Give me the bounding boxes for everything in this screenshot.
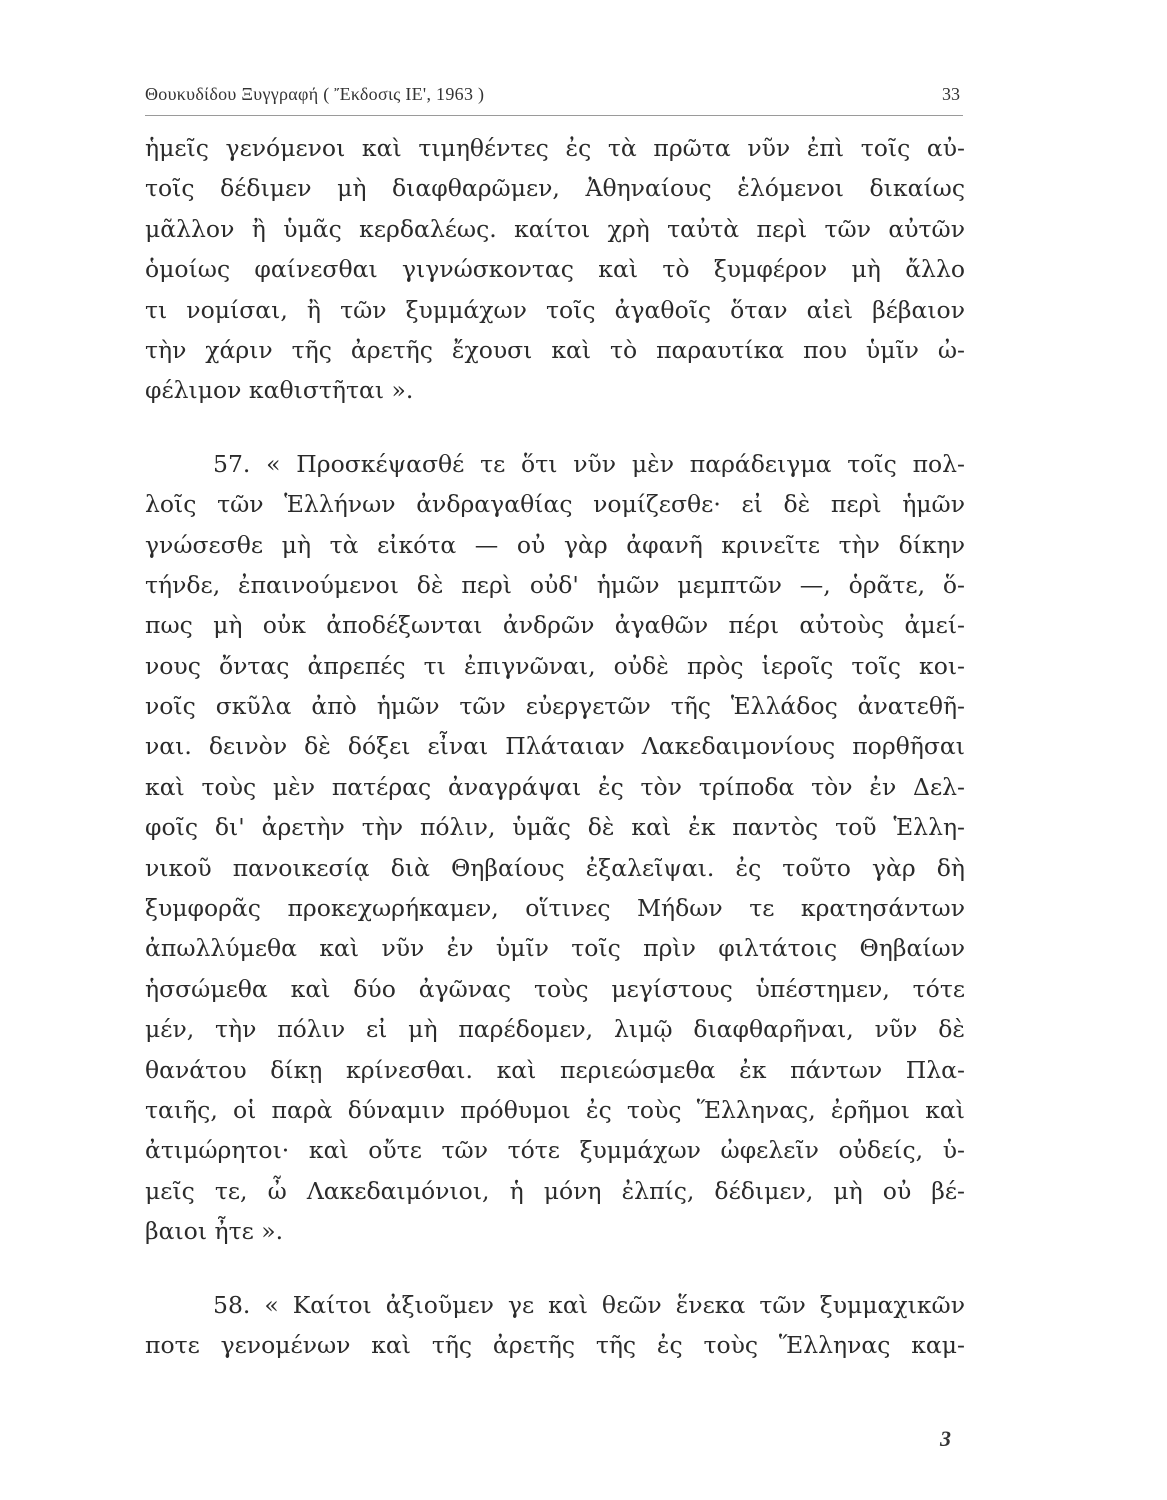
page-body — [145, 128, 965, 1365]
text-line: μᾶλλον ἢ ὑμᾶς κερδαλέως. καίτοι χρὴ ταὐτὰ περὶ τῶν αὐτῶν — [145, 214, 965, 243]
text-line: μέν, τὴν πόλιν εἰ μὴ παρέδομεν, λιμῷ διαφθαρῆναι, νῦν δὲ — [145, 1015, 965, 1044]
text-line: ξυμφορᾶς προκεχωρήκαμεν, οἵτινες Μήδων τε κρατησάντων — [145, 894, 965, 923]
text-line: καὶ τοὺς μὲν πατέρας ἀναγράψαι ἐς τὸν τρίποδα τὸν ἐν Δελ- — [145, 772, 965, 801]
paragraph-57 — [145, 444, 965, 1252]
text-line: 57. « Προσκέψασθέ τε ὅτι νῦν μὲν παράδειγμα τοῖς πολ- — [213, 449, 965, 478]
text-line: ποτε γενομένων καὶ τῆς ἀρετῆς τῆς ἐς τοὺς Ἕλληνας καμ- — [145, 1330, 965, 1359]
text-line: γνώσεσθε μὴ τὰ εἰκότα — οὐ γὰρ ἀφανῆ κρινεῖτε τὴν δίκην — [145, 530, 965, 559]
text-line: ἀτιμώρητοι· καὶ οὔτε τῶν τότε ξυμμάχων ὠφελεῖν οὐδείς, ὑ- — [145, 1136, 965, 1165]
text-line: λοῖς τῶν Ἑλλήνων ἀνδραγαθίας νομίζεσθε· εἰ δὲ περὶ ἡμῶν — [145, 490, 965, 519]
text-line: ἡμεῖς γενόμενοι καὶ τιμηθέντες ἐς τὰ πρῶτα νῦν ἐπὶ τοῖς αὐ- — [145, 134, 965, 162]
text-line: ἀπωλλύμεθα καὶ νῦν ἐν ὑμῖν τοῖς πρὶν φιλτάτοις Θηβαίων — [145, 934, 965, 963]
text-line: ἡσσώμεθα καὶ δύο ἀγῶνας τοὺς μεγίστους ὑπέστημεν, τότε — [145, 974, 965, 1003]
paragraph-gap — [145, 1252, 965, 1285]
paragraph-58 — [145, 1285, 965, 1366]
text-line: νικοῦ πανοικεσίᾳ διὰ Θηβαίους ἐξαλεῖψαι. ἐς τοῦτο γὰρ δὴ — [145, 853, 965, 882]
text-line: τήνδε, ἐπαινούμενοι δὲ περὶ οὐδ' ἡμῶν μεμπτῶν —, ὁρᾶτε, ὅ- — [145, 570, 965, 599]
signature-mark: 3 — [940, 1426, 951, 1451]
text-line: νους ὄντας ἀπρεπές τι ἐπιγνῶναι, οὐδὲ πρὸς ἱεροῖς τοῖς κοι- — [145, 651, 965, 680]
header-rule — [145, 115, 963, 116]
text-line: τοῖς δέδιμεν μὴ διαφθαρῶμεν, Ἀθηναίους ἑλόμενοι δικαίως — [145, 174, 965, 203]
text-line: ταιῆς, οἱ παρὰ δύναμιν πρόθυμοι ἐς τοὺς Ἕλληνας, ἐρῆμοι καὶ — [145, 1095, 965, 1124]
text-line: ὁμοίως φαίνεσθαι γιγνώσκοντας καὶ τὸ ξυμφέρον μὴ ἄλλο — [145, 255, 965, 284]
text-line: φέλιμον καθιστῆται ». — [145, 376, 414, 405]
text-line: νοῖς σκῦλα ἀπὸ ἡμῶν τῶν εὐεργετῶν τῆς Ἑλλάδος ἀνατεθῆ- — [145, 692, 965, 721]
text-line: φοῖς δι' ἀρετὴν τὴν πόλιν, ὑμᾶς δὲ καὶ ἐκ παντὸς τοῦ Ἑλλη- — [145, 813, 965, 842]
paragraph-continuation — [145, 128, 965, 411]
paragraph-gap — [145, 411, 965, 444]
text-line: πως μὴ οὐκ ἀποδέξωνται ἀνδρῶν ἀγαθῶν πέρι αὐτοὺς ἀμεί- — [145, 611, 965, 640]
text-line: θανάτου δίκῃ κρίνεσθαι. καὶ περιεώσμεθα ἐκ πάντων Πλα- — [145, 1055, 965, 1084]
text-line: μεῖς τε, ὦ Λακεδαιμόνιοι, ἡ μόνη ἐλπίς, δέδιμεν, μὴ οὐ βέ- — [145, 1176, 965, 1205]
text-line: ναι. δεινὸν δὲ δόξει εἶναι Πλάταιαν Λακεδαιμονίους πορθῆσαι — [145, 732, 965, 761]
page-number: 33 — [942, 84, 960, 104]
text-line: 58. « Καίτοι ἀξιοῦμεν γε καὶ θεῶν ἕνεκα τῶν ξυμμαχικῶν — [213, 1290, 965, 1319]
running-header-title: Θουκυδίδου Ξυγγραφή ( Ἔκδοσις ΙΕ', 1963 ) — [145, 84, 485, 104]
text-line: τὴν χάριν τῆς ἀρετῆς ἔχουσι καὶ τὸ παραυτίκα που ὑμῖν ὠ- — [145, 335, 965, 364]
text-line: βαιοι ἦτε ». — [145, 1217, 284, 1246]
running-header — [145, 84, 960, 110]
text-line: τι νομίσαι, ἢ τῶν ξυμμάχων τοῖς ἀγαθοῖς ὅταν αἰεὶ βέβαιον — [145, 295, 965, 324]
